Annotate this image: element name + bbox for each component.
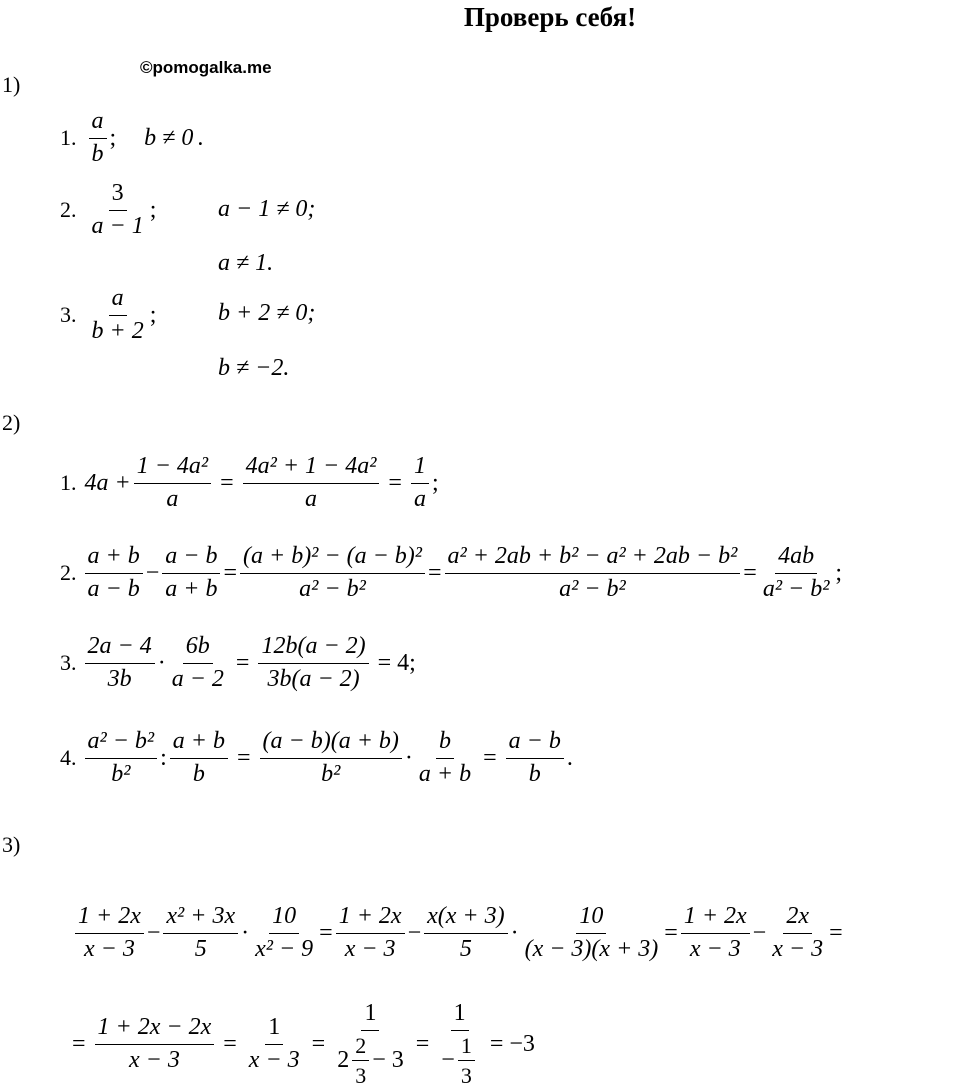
s1-item-1: 1. $\frac{a}{b}$ ; b ≠ 0 . <box>60 108 204 167</box>
condition: a − 1 ≠ 0; <box>218 196 316 222</box>
fraction: $\frac{a}{b}$ <box>89 108 107 168</box>
s2-expr-2: 2. $\frac{a + b}{a - b}$ − $\frac{a - b}{a + b}$ = $\frac{\text{(a + b)² − (a − b)²}}{\text{a² − b²}}$ = $\frac{\text{a² + 2ab + b² − a² + 2ab − b²}}{\text{a² − b²}}$ = $\frac{4ab}{\text{a² − b²}}$ ; <box>60 543 843 602</box>
page-title: Проверь себя! <box>463 2 637 32</box>
section-2-label: 2) <box>2 410 21 435</box>
item-number: 1. <box>60 125 77 151</box>
section-1-label: 1) <box>2 72 21 97</box>
s2-expr-3: 3. $\frac{2a - 4}{3b}$ · $\frac{6b}{a - 2}$ = $\frac{12b(a - 2)}{3b(a - 2)}$ = 4; <box>60 633 416 692</box>
s3-line-2: = $\frac{1 + 2x - 2x}{x - 3}$ = $\frac{1}{x - 3}$ = 1 2 $\frac{2}{3}$ − 3 = 1 − $\frac{1}{3}$ = −3 <box>72 1000 535 1088</box>
s1-item-2: 2. $\frac{3}{a - 1}$ ; <box>60 180 157 239</box>
fraction: $\frac{3}{a - 1}$ <box>91 180 144 239</box>
s2-expr-1: 1. 4a + $\frac{\text{1 − 4a²}}{a}$ = $\frac{\text{4a² + 1 − 4a²}}{a}$ = $\frac{1}{a}$ ; <box>60 453 439 512</box>
condition: b + 2 ≠ 0; <box>218 300 316 326</box>
condition: b ≠ 0 <box>144 124 194 151</box>
section-3-label: 3) <box>2 832 21 857</box>
watermark: ©pomogalka.me <box>140 58 272 77</box>
condition-result: b ≠ −2. <box>218 355 290 381</box>
s1-item-3: 3. $\frac{a}{b + 2}$ ; <box>60 285 157 344</box>
condition-result: a ≠ 1. <box>218 250 274 276</box>
s2-expr-4: 4. $\frac{\text{a² − b²}}{\text{b²}}$ : $\frac{a + b}{b}$ = $\frac{(a - b)(a + b)}{\text{b²}}$ · $\frac{b}{a + b}$ = $\frac{a - b}{b}$ . <box>60 728 573 787</box>
s3-line-1: $\frac{1 + 2x}{x - 3}$ − $\frac{\text{x² + 3x}}{5}$ · $\frac{10}{\text{x² − 9}}$ = $\frac{1 + 2x}{x - 3}$ − $\frac{x(x + 3)}{5}$ · $\frac{10}{(x - 3)(x + 3)}$ = $\frac{1 + 2x}{x - 3}$ − $\frac{2x}{x - 3}$ = <box>72 903 843 963</box>
fraction: $\frac{a}{b + 2}$ <box>91 285 144 344</box>
